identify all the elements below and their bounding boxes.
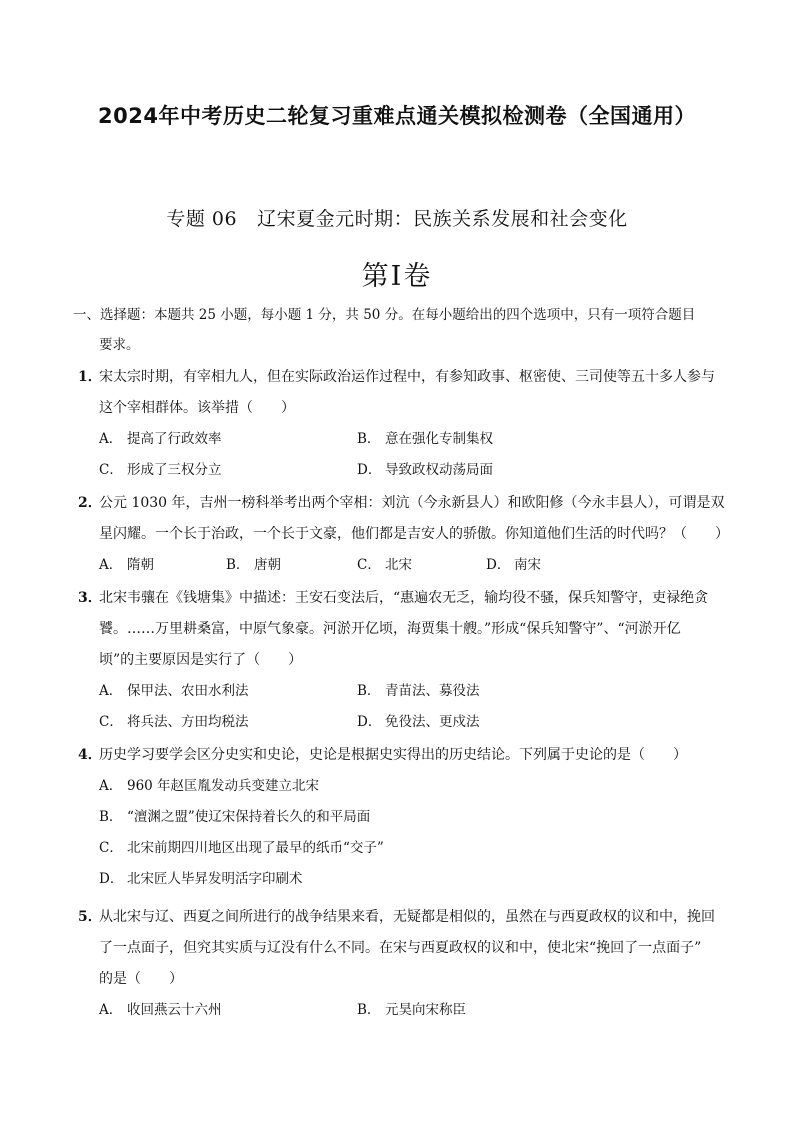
option-b[interactable]: B． 元昊向宋称臣 — [357, 1002, 466, 1018]
option-row — [78, 802, 738, 833]
option-c[interactable]: C． 北宋 — [357, 557, 412, 573]
option-row — [78, 833, 738, 864]
option-c[interactable]: C． 北宋前期四川地区出现了最早的纸币“交子” — [99, 840, 384, 856]
question-number: 4． — [78, 747, 102, 763]
option-c[interactable]: C． 将兵法、方田均税法 — [99, 714, 249, 730]
option-d[interactable]: D． 免役法、更戍法 — [357, 714, 480, 730]
question-stem-line: 2．公元 1030 年，吉州一榜科举考出两个宰相：刘沆（今永新县人）和欧阳修（今永丰县人），可谓是双 — [78, 488, 738, 519]
option-a[interactable]: A． 960 年赵匡胤发动兵变建立北宋 — [99, 778, 320, 794]
section-instructions-line: 要求。 — [99, 337, 140, 353]
question-number: 3． — [78, 590, 102, 606]
question-1 — [78, 362, 738, 486]
topic-title — [0, 204, 794, 231]
question-stem-line: 饕。……万里耕桑富，中原气象豪。河淤开亿顷，海贾集十艘。”形成“保兵知警守”、“河淤开亿 — [99, 621, 681, 637]
option-a[interactable]: A． 提高了行政效率 — [99, 431, 222, 447]
option-b[interactable]: B． 青苗法、募役法 — [357, 683, 480, 699]
option-a[interactable]: A． 隋朝 — [99, 557, 154, 573]
question-4 — [78, 740, 738, 895]
question-2 — [78, 488, 738, 581]
question-stem-line: 5．从北宋与辽、西夏之间所进行的战争结果来看，无疑都是相似的，虽然在与西夏政权的议和中，挽回 — [78, 902, 738, 933]
option-row — [78, 424, 738, 455]
question-stem-line: 3．北宋韦骧在《钱塘集》中描述：王安石变法后，“惠遍农无乏，输均役不骚，保兵知警守，吏禄绝贪 — [78, 583, 738, 614]
option-b[interactable]: B． 唐朝 — [226, 557, 281, 573]
question-number: 2． — [78, 495, 102, 511]
option-row — [78, 676, 738, 707]
option-b[interactable]: B． “澶渊之盟”使辽宋保持着长久的和平局面 — [99, 809, 371, 825]
question-number: 5． — [78, 909, 102, 925]
option-row — [78, 864, 738, 895]
question-stem-line: 1．宋太宗时期，有宰相九人，但在实际政治运作过程中，有参知政事、枢密使、三司使等五十多人参与 — [78, 362, 738, 393]
question-number: 1． — [78, 369, 102, 385]
section-instructions-line: 一、选择题：本题共 25 小题，每小题 1 分，共 50 分。在每小题给出的四个选项中，只有一项符合题目 — [73, 307, 696, 323]
option-d[interactable]: D． 南宋 — [486, 557, 541, 573]
question-stem-line: 这个宰相群体。该举措（ ） — [99, 400, 295, 416]
topic-name: 辽宋夏金元时期：民族关系发展和社会变化 — [257, 208, 628, 230]
option-row — [78, 455, 738, 486]
option-row — [78, 771, 738, 802]
question-stem-line: 4．历史学习要学会区分史实和史论，史论是根据史实得出的历史结论。下列属于史论的是（ ） — [78, 740, 738, 771]
question-3 — [78, 583, 738, 738]
question-stem-line: 的是（ ） — [99, 971, 183, 987]
option-b[interactable]: B． 意在强化专制集权 — [357, 431, 493, 447]
volume-title: 第Ⅰ卷 — [361, 261, 433, 292]
option-c[interactable]: C． 形成了三权分立 — [99, 462, 222, 478]
section-instructions — [73, 300, 733, 360]
question-stem-line: 顷”的主要原因是实行了（ ） — [99, 652, 303, 668]
option-row — [78, 995, 738, 1026]
question-5 — [78, 902, 738, 1026]
option-a[interactable]: A． 保甲法、农田水利法 — [99, 683, 249, 699]
option-row — [78, 707, 738, 738]
topic-number: 专题 06 — [166, 208, 238, 230]
option-row — [78, 550, 738, 581]
option-d[interactable]: D． 导致政权动荡局面 — [357, 462, 493, 478]
question-stem-line: 了一点面子，但究其实质与辽没有什么不同。在宋与西夏政权的议和中，使北宋“挽回了一点面子” — [99, 940, 702, 956]
option-d[interactable]: D． 北宋匠人毕昇发明活字印刷术 — [99, 871, 303, 887]
page-title: 2024年中考历史二轮复习重难点通关模拟检测卷（全国通用） — [98, 104, 696, 128]
question-stem-line: 星闪耀。一个长于治政，一个长于文豪，他们都是吉安人的骄傲。你知道他们生活的时代吗？（ ） — [99, 526, 729, 542]
option-a[interactable]: A． 收回燕云十六州 — [99, 1002, 222, 1018]
